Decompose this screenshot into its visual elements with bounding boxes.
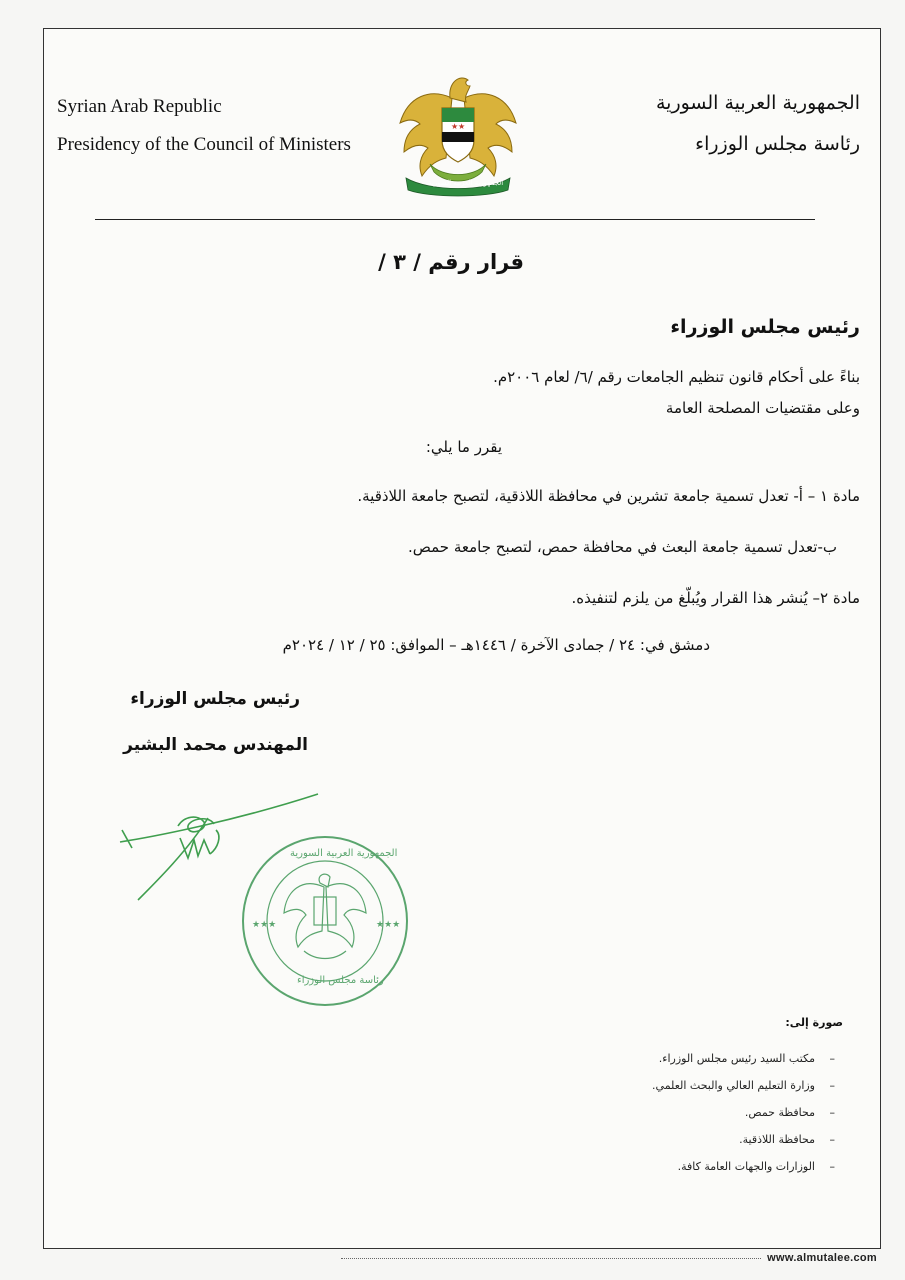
copies-item [677,1160,835,1173]
header-ar-country: الجمهورية العربية السورية [655,92,860,114]
copies-item-text: وزارة التعليم العالي والبحث العلمي. [652,1079,815,1092]
copies-item-dash: – [829,1079,835,1092]
copies-item-dash: – [829,1160,835,1173]
copies-heading: صورة إلى: [785,1016,843,1029]
decree-date: دمشق في: ٢٤ / جمادى الآخرة / ١٤٤٦هـ – الموافق: ٢٥ / ١٢ / ٢٠٢٤م [282,636,710,654]
svg-text:★★★: ★★★ [252,920,277,930]
article-1b: ب-تعدل تسمية جامعة البعث في محافظة حمص، لتصبح جامعة حمص. [407,538,837,556]
article-2: مادة ٢– يُنشر هذا القرار ويُبلّغ من يلزم لتنفيذه. [571,589,860,607]
copies-item-text: الوزارات والجهات العامة كافة. [677,1160,815,1173]
copies-item-text: محافظة حمص. [744,1106,815,1119]
seal-bottom-text: رئاسة مجلس الوزراء [297,975,384,986]
seal-top-text: الجمهورية العربية السورية [290,848,398,859]
header-en-presidency: Presidency of the Council of Ministers [57,134,351,155]
copies-item-dash: – [829,1052,835,1065]
copies-item [658,1052,835,1065]
svg-text:★★★: ★★★ [376,920,401,930]
header-ar-presidency: رئاسة مجلس الوزراء [695,133,860,155]
source-url: www.almutalee.com [767,1252,877,1264]
decree-title: قرار رقم / ٣ / [378,250,524,274]
header-divider [95,219,815,220]
copies-item [652,1079,835,1092]
signatory-name: المهندس محمد البشير [123,735,308,755]
copies-item [744,1106,835,1119]
copies-item-dash: – [829,1133,835,1146]
svg-text:★: ★ [458,122,466,131]
copies-item [739,1133,835,1146]
copies-item-text: محافظة اللاذقية. [739,1133,815,1146]
decides-heading: يقرر ما يلي: [425,438,502,456]
article-1a: مادة ١ – أ- تعدل تسمية جامعة تشرين في محافظة اللاذقية، لتصبح جامعة اللاذقية. [357,487,860,505]
emblem-banner-text: الجمهورية العربية السورية [428,179,504,187]
svg-text:★: ★ [451,122,459,131]
header-en-country: Syrian Arab Republic [57,96,222,117]
preamble-law: بناءً على أحكام قانون تنظيم الجامعات رقم /٦/ لعام ٢٠٠٦م. [493,368,860,386]
signatory-title: رئيس مجلس الوزراء [130,689,300,709]
decree-issuer: رئيس مجلس الوزراء [670,316,860,338]
copies-item-text: مكتب السيد رئيس مجلس الوزراء. [658,1052,815,1065]
preamble-public-interest: وعلى مقتضيات المصلحة العامة [665,399,860,417]
copies-item-dash: – [829,1106,835,1119]
